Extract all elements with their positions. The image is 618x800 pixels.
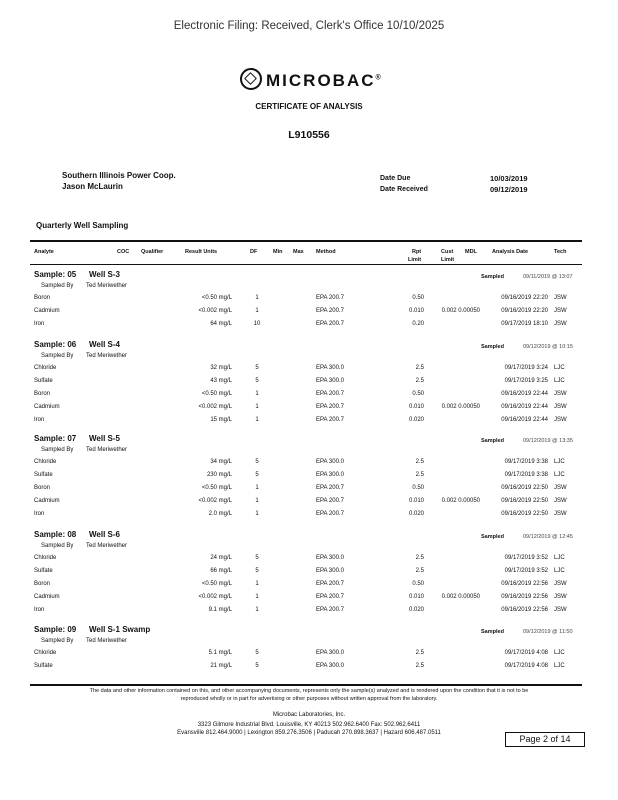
analyte-cell: Boron [34, 391, 51, 397]
table-row [0, 511, 618, 522]
col-analysis-date: Analysis Date [492, 249, 529, 255]
analyte-cell: Iron [34, 321, 45, 327]
analysis-date-cell: 09/17/2019 3:24 [504, 365, 548, 371]
sampled-datetime: 09/12/2019 @ 13:35 [523, 438, 573, 444]
df-cell: 5 [255, 378, 259, 384]
method-cell: EPA 200.7 [316, 417, 344, 423]
df-cell: 1 [255, 417, 259, 423]
result-cell: <0.002 mg/L [198, 308, 232, 314]
analyte-cell: Chloride [34, 650, 57, 656]
sample-name: Well S-6 [89, 530, 120, 539]
df-cell: 5 [255, 568, 259, 574]
analysis-date-cell: 09/16/2019 22:56 [501, 594, 548, 600]
col-min: Min [273, 249, 283, 255]
sampled-label: Sampled [481, 274, 504, 280]
method-cell: EPA 300.0 [316, 555, 344, 561]
result-cell: <0.50 mg/L [201, 485, 232, 491]
analysis-date-cell: 09/17/2019 3:52 [504, 555, 548, 561]
method-cell: EPA 300.0 [316, 663, 344, 669]
sampled-by-label: Sampled By [41, 353, 74, 359]
disclaimer: The data and other information contained on this, and other accompanying documents, represents only the sample(s) analyzed and is rendered upon the condition that it is not to be reproduced wholly or in part for advertising or other purposes without written approval from the laboratory. [89, 688, 529, 702]
analysis-date-cell: 09/16/2019 22:44 [501, 417, 548, 423]
microbac-logo-icon [240, 68, 262, 90]
table-row [0, 459, 618, 470]
analysis-date-cell: 09/16/2019 22:44 [501, 391, 548, 397]
sample-name: Well S-5 [89, 434, 120, 443]
rpt-limit-cell: 2.5 [415, 378, 424, 384]
tech-cell: JSW [554, 308, 567, 314]
sampled-by-name: Ted Meriwether [86, 283, 128, 289]
rpt-limit-cell: 0.50 [412, 581, 424, 587]
df-cell: 1 [255, 498, 259, 504]
sampled-by-label: Sampled By [41, 638, 74, 644]
mdl-cell: 0.002 0.00050 [441, 594, 480, 600]
sampled-datetime: 09/11/2019 @ 13:07 [523, 274, 573, 280]
df-cell: 1 [255, 581, 259, 587]
result-cell: 2.0 mg/L [208, 511, 232, 517]
sample-id: Sample: 07 [34, 434, 77, 443]
tech-cell: LJC [554, 378, 565, 384]
df-cell: 1 [255, 511, 259, 517]
sampled-datetime: 09/12/2019 @ 10:15 [523, 344, 573, 350]
microbac-logo [240, 68, 383, 91]
rpt-limit-cell: 0.010 [408, 308, 424, 314]
df-cell: 1 [255, 607, 259, 613]
rpt-limit-cell: 0.50 [412, 391, 424, 397]
col-tech: Tech [554, 249, 567, 255]
analyte-cell: Cadmium [34, 594, 60, 600]
analysis-date-cell: 09/16/2019 22:50 [501, 485, 548, 491]
tech-cell: JSW [554, 417, 567, 423]
table-row [0, 295, 618, 306]
table-row [0, 581, 618, 592]
result-cell: 5.1 mg/L [208, 650, 232, 656]
method-cell: EPA 200.7 [316, 404, 344, 410]
result-cell: <0.002 mg/L [198, 594, 232, 600]
logo-text: MICROBAC [266, 71, 376, 90]
sampled-label: Sampled [481, 629, 504, 635]
rpt-limit-cell: 0.010 [408, 404, 424, 410]
result-cell: 21 mg/L [210, 663, 232, 669]
result-cell: <0.002 mg/L [198, 404, 232, 410]
result-cell: 9.1 mg/L [208, 607, 232, 613]
method-cell: EPA 200.7 [316, 485, 344, 491]
df-cell: 5 [255, 472, 259, 478]
table-row [0, 404, 618, 415]
tech-cell: JSW [554, 391, 567, 397]
rpt-limit-cell: 0.020 [408, 607, 424, 613]
df-cell: 5 [255, 365, 259, 371]
col-qualifier: Qualifier [141, 249, 164, 255]
analysis-date-cell: 09/17/2019 18:10 [501, 321, 548, 327]
result-cell: <0.002 mg/L [198, 498, 232, 504]
sampled-by-label: Sampled By [41, 447, 74, 453]
table-row [0, 485, 618, 496]
result-cell: <0.50 mg/L [201, 295, 232, 301]
date-received-label: Date Received [380, 186, 428, 193]
table-row [0, 568, 618, 579]
method-cell: EPA 200.7 [316, 321, 344, 327]
table-row [0, 594, 618, 605]
df-cell: 1 [255, 404, 259, 410]
df-cell: 5 [255, 555, 259, 561]
method-cell: EPA 300.0 [316, 365, 344, 371]
mdl-cell: 0.002 0.00050 [441, 498, 480, 504]
df-cell: 10 [253, 321, 261, 327]
result-cell: <0.50 mg/L [201, 581, 232, 587]
sampled-by-label: Sampled By [41, 283, 74, 289]
address-line-1: 3323 Gilmore Industrial Blvd. Louisville, KY 40213 502.962.6400 Fax: 502.962.6411 [197, 722, 421, 728]
sampled-label: Sampled [481, 344, 504, 350]
table-row [0, 607, 618, 618]
tech-cell: LJC [554, 459, 565, 465]
analysis-date-cell: 09/17/2019 3:52 [504, 568, 548, 574]
method-cell: EPA 200.7 [316, 498, 344, 504]
mdl-cell: 0.002 0.00050 [441, 308, 480, 314]
tech-cell: JSW [554, 498, 567, 504]
col-result-units: Result Units [185, 249, 218, 255]
method-cell: EPA 300.0 [316, 568, 344, 574]
tech-cell: JSW [554, 511, 567, 517]
method-cell: EPA 200.7 [316, 295, 344, 301]
result-cell: 32 mg/L [210, 365, 232, 371]
result-cell: 43 mg/L [210, 378, 232, 384]
certificate-title: CERTIFICATE OF ANALYSIS [255, 102, 363, 111]
method-cell: EPA 200.7 [316, 511, 344, 517]
filing-stamp: Electronic Filing: Received, Clerk's Office 10/10/2025 [173, 20, 445, 32]
analyte-cell: Iron [34, 417, 45, 423]
analysis-date-cell: 09/16/2019 22:56 [501, 581, 548, 587]
tech-cell: JSW [554, 295, 567, 301]
df-cell: 1 [255, 295, 259, 301]
analyte-cell: Iron [34, 607, 45, 613]
analyte-cell: Boron [34, 485, 51, 491]
method-cell: EPA 200.7 [316, 607, 344, 613]
method-cell: EPA 300.0 [316, 378, 344, 384]
sample-name: Well S-3 [89, 270, 120, 279]
df-cell: 1 [255, 594, 259, 600]
sample-id: Sample: 06 [34, 340, 77, 349]
result-cell: <0.50 mg/L [201, 391, 232, 397]
sampled-by-name: Ted Meriwether [86, 447, 128, 453]
df-cell: 1 [255, 391, 259, 397]
col-cust-limit: Cust Limit [441, 249, 455, 263]
df-cell: 5 [255, 459, 259, 465]
date-due-value: 10/03/2019 [490, 174, 528, 183]
sampled-by-name: Ted Meriwether [86, 543, 128, 549]
result-cell: 34 mg/L [210, 459, 232, 465]
project-title: Quarterly Well Sampling [36, 221, 129, 230]
rpt-limit-cell: 0.010 [408, 498, 424, 504]
logo-registered-mark: ® [375, 74, 383, 82]
date-received-value: 09/12/2019 [490, 185, 528, 194]
analysis-date-cell: 09/16/2019 22:50 [501, 511, 548, 517]
result-cell: 15 mg/L [210, 417, 232, 423]
analyte-cell: Boron [34, 581, 51, 587]
sample-name: Well S-1 Swamp [89, 625, 151, 634]
sampled-label: Sampled [481, 534, 504, 540]
address-line-2: Evansville 812.464.9000 | Lexington 859.276.3506 | Paducah 270.898.3637 | Hazard 606.487.0511 [177, 730, 441, 736]
analysis-date-cell: 09/17/2019 3:25 [504, 378, 548, 384]
table-row [0, 472, 618, 483]
col-coc: COC [117, 249, 130, 255]
analysis-date-cell: 09/16/2019 22:56 [501, 607, 548, 613]
df-cell: 5 [255, 650, 259, 656]
tech-cell: JSW [554, 485, 567, 491]
tech-cell: LJC [554, 568, 565, 574]
analyte-cell: Cadmium [34, 308, 60, 314]
rpt-limit-cell: 2.5 [415, 663, 424, 669]
analyte-cell: Boron [34, 295, 51, 301]
footer-rule [30, 684, 582, 686]
tech-cell: JSW [554, 581, 567, 587]
method-cell: EPA 300.0 [316, 472, 344, 478]
tech-cell: LJC [554, 472, 565, 478]
table-row [0, 555, 618, 566]
tech-cell: LJC [554, 650, 565, 656]
table-row [0, 650, 618, 661]
rpt-limit-cell: 0.50 [412, 485, 424, 491]
table-row [0, 498, 618, 509]
tech-cell: JSW [554, 321, 567, 327]
analyte-cell: Sulfate [34, 663, 53, 669]
rpt-limit-cell: 2.5 [415, 472, 424, 478]
df-cell: 5 [255, 663, 259, 669]
table-row [0, 378, 618, 389]
table-row [0, 365, 618, 376]
result-cell: 64 mg/L [210, 321, 232, 327]
sampled-by-name: Ted Meriwether [86, 638, 128, 644]
rpt-limit-cell: 2.5 [415, 568, 424, 574]
method-cell: EPA 200.7 [316, 308, 344, 314]
table-row [0, 391, 618, 402]
col-mdl: MDL [465, 249, 477, 255]
df-cell: 1 [255, 485, 259, 491]
df-cell: 1 [255, 308, 259, 314]
rpt-limit-cell: 0.020 [408, 417, 424, 423]
client-block [62, 170, 176, 192]
header-top-rule [30, 240, 582, 242]
tech-cell: LJC [554, 365, 565, 371]
rpt-limit-cell: 2.5 [415, 650, 424, 656]
sample-id: Sample: 05 [34, 270, 77, 279]
tech-cell: JSW [554, 404, 567, 410]
analysis-date-cell: 09/16/2019 22:44 [501, 404, 548, 410]
result-cell: 66 mg/L [210, 568, 232, 574]
sample-id: Sample: 09 [34, 625, 77, 634]
col-df: DF [250, 249, 258, 255]
sampled-by-label: Sampled By [41, 543, 74, 549]
tech-cell: LJC [554, 555, 565, 561]
method-cell: EPA 200.7 [316, 391, 344, 397]
result-cell: 24 mg/L [210, 555, 232, 561]
table-row [0, 308, 618, 319]
analyte-cell: Sulfate [34, 378, 53, 384]
header-bottom-rule [30, 264, 582, 265]
sampled-by-name: Ted Meriwether [86, 353, 128, 359]
analysis-date-cell: 09/16/2019 22:20 [501, 295, 548, 301]
analysis-date-cell: 09/17/2019 4:08 [504, 663, 548, 669]
col-method: Method [316, 249, 336, 255]
date-due-label: Date Due [380, 175, 411, 182]
method-cell: EPA 300.0 [316, 459, 344, 465]
method-cell: EPA 200.7 [316, 594, 344, 600]
rpt-limit-cell: 0.50 [412, 295, 424, 301]
rpt-limit-cell: 2.5 [415, 365, 424, 371]
analyte-cell: Sulfate [34, 472, 53, 478]
analysis-date-cell: 09/17/2019 4:08 [504, 650, 548, 656]
tech-cell: JSW [554, 607, 567, 613]
table-row [0, 663, 618, 674]
method-cell: EPA 300.0 [316, 650, 344, 656]
rpt-limit-cell: 0.010 [408, 594, 424, 600]
analysis-date-cell: 09/17/2019 3:38 [504, 472, 548, 478]
analyte-cell: Chloride [34, 365, 57, 371]
col-rpt-limit: Rpt Limit [408, 249, 422, 263]
analysis-date-cell: 09/16/2019 22:20 [501, 308, 548, 314]
analyte-cell: Iron [34, 511, 45, 517]
sampled-datetime: 09/12/2019 @ 12:45 [523, 534, 573, 540]
table-row [0, 321, 618, 332]
table-row [0, 417, 618, 428]
method-cell: EPA 200.7 [316, 581, 344, 587]
analysis-date-cell: 09/16/2019 22:50 [501, 498, 548, 504]
result-cell: 230 mg/L [206, 472, 232, 478]
analyte-cell: Chloride [34, 459, 57, 465]
col-max: Max [293, 249, 304, 255]
lot-number: L910556 [288, 129, 330, 141]
rpt-limit-cell: 2.5 [415, 555, 424, 561]
analysis-date-cell: 09/17/2019 3:38 [504, 459, 548, 465]
page-number: Page 2 of 14 [505, 732, 585, 747]
sampled-label: Sampled [481, 438, 504, 444]
rpt-limit-cell: 0.20 [412, 321, 424, 327]
col-analyte: Analyte [34, 249, 54, 255]
sampled-datetime: 09/12/2019 @ 11:50 [523, 629, 573, 635]
analyte-cell: Cadmium [34, 404, 60, 410]
analyte-cell: Chloride [34, 555, 57, 561]
client-company: Southern Illinois Power Coop. [62, 171, 176, 180]
analyte-cell: Cadmium [34, 498, 60, 504]
client-contact: Jason McLaurin [62, 182, 123, 191]
rpt-limit-cell: 0.020 [408, 511, 424, 517]
tech-cell: LJC [554, 663, 565, 669]
sample-id: Sample: 08 [34, 530, 77, 539]
rpt-limit-cell: 2.5 [415, 459, 424, 465]
sample-name: Well S-4 [89, 340, 120, 349]
analyte-cell: Sulfate [34, 568, 53, 574]
dates-labels [380, 173, 428, 195]
lab-name: Microbac Laboratories, Inc. [272, 712, 346, 718]
mdl-cell: 0.002 0.00050 [441, 404, 480, 410]
tech-cell: JSW [554, 594, 567, 600]
dates-values [490, 173, 528, 195]
